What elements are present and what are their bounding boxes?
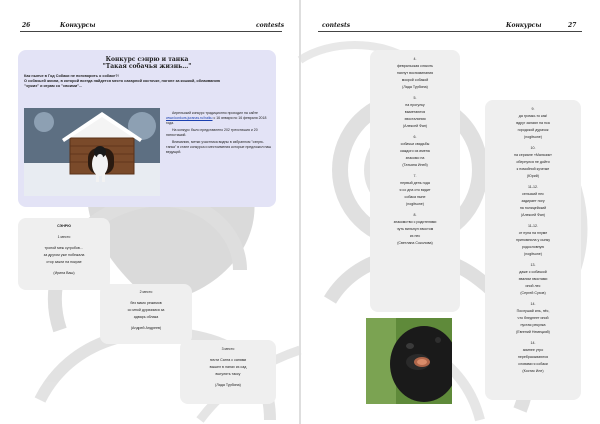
haiku-entry [370,135,460,168]
entry-line: каждого из имена [400,149,430,153]
haiku-entry [485,263,581,296]
entry-line: на полицейский [519,206,547,210]
article-title: Конкурс сэнрю и танка "Такая собачья жизнь…" [102,56,192,70]
entry-line: городской дурачок [517,128,549,132]
dog-house-icon [24,108,160,196]
right-column [485,100,581,400]
haiku-entry [370,213,460,246]
page-number: 26 [22,22,31,29]
author: (Лада Турбина) [402,85,428,89]
right-page-header [300,0,600,46]
entry-line: к помойной кучечке [516,167,550,171]
haiku-entry [485,146,581,179]
winner-box-2: 2 место без мамо режимов со мной дурачимся за адварь облака (Андрей Андреев) [100,284,192,344]
entry-line: пахнут воспоминания [396,71,434,75]
intro-panel [18,50,276,207]
entry-line: собака ныне [404,195,426,199]
entry-line: чуть вильнул хвостом [396,227,434,231]
entry-line: пустая рекулка [520,323,546,327]
entry-rank: 6. [413,135,417,139]
author: (Лада Турбина) [215,383,241,387]
author: (Евгений Немецкий) [516,330,550,334]
entry-line: задирает ногу [521,199,545,203]
senryu-heading: СЭНРЮ [57,224,71,228]
entry-line: собачьи свадьбы [400,142,430,146]
entry-line: от пуна на плуме [518,231,548,235]
winner-box-3: 3 место почти Санта с санями вышел в лапах из сад выгулять таксу (Лада Турбина) [180,340,276,404]
entry-line: словами я собаки [518,362,548,366]
haiku-entry [485,224,581,257]
entry-line: я со дна ото видит [399,188,431,192]
author: (Андрей Андреев) [130,326,162,330]
section-title-en: contests [322,22,351,29]
entry-line: знакомство с родителями [393,220,437,224]
entry-line: хвалим хвостами [518,277,548,281]
haiku-entry [485,302,581,335]
haiku-entry [485,185,581,218]
entry-rank: 11-12. [528,224,538,228]
entry-line: из пес [409,234,421,238]
intro-lead: Как нынче в Год Собаки не поговорить о собаке?! О собачьей жизни, в которой всегда найдется место сахарной косточке, погоне за кошкой, облаиванию "чужих" и играм со "своими"... [24,74,221,88]
entry-line: сельский пес [522,192,544,196]
author: (nogitsune) [524,135,542,139]
entry-rank: 11-12. [528,185,538,189]
place-label: 2 место [139,290,153,294]
entry-rank: 10. [530,146,536,150]
place-label: 1 место [57,235,71,239]
entry-rank: 7. [413,174,417,178]
header-rule [20,31,282,32]
haiku-entry [485,107,581,140]
dog-face-icon [366,318,452,404]
author: (Сергей Сухов) [520,291,546,295]
author: (Юрий) [526,174,540,178]
author: (nogitsune) [524,252,542,256]
entry-line: вдруг залаял на пса [516,121,550,125]
haiku-entry [370,96,460,129]
author: (Светлана Соколова) [397,241,433,245]
left-page-header [0,0,300,46]
entry-line: на прогулку [405,103,425,107]
entry-line: даже с собачкой [519,270,547,274]
entry-rank: 14. [530,341,536,345]
entry-rank: 5. [413,96,417,100]
entry-line: мокрой собакой [401,78,429,82]
entry-line: зимнее утро [522,348,544,352]
entry-line: обернулся не дойти [516,160,550,164]
entry-line: родословную [521,245,545,249]
entry-rank: 9. [531,107,535,111]
author: (Алексей Фан) [520,213,546,217]
right-page [300,0,600,424]
haiku-entry [485,341,581,374]
page-number: 27 [568,22,577,29]
section-title-en: contests [256,22,285,29]
place-label: 3 место [221,347,235,351]
haiku-entry [370,57,460,90]
entry-rank: 4. [413,57,417,61]
entry-line: хвосталиния [404,117,426,121]
entry-rank: 8. [413,213,417,217]
entry-line: припомнила у сынку [515,238,551,242]
entry-line: что бледнеет иной [517,316,549,320]
winner-box-1: СЭНРЮ 1 место тропой меж сугробов… за другом уже побежала стор зажги на покрае (Ирина Ваш) [18,218,110,290]
entry-line: выметаются [404,110,426,114]
entry-line: февральская слякоть [396,64,434,68]
author: (Ирина Ваш) [53,271,75,275]
contest-link[interactable]: www.konkurs.juranas.ru/haiku [166,116,213,120]
entry-rank: 14. [530,302,536,306]
author: (nogitsune) [406,202,424,206]
author: (Алексей Фан) [402,124,428,128]
entry-line: иной лес [525,284,541,288]
entry-line: перебрасываются [517,355,549,359]
author: (Татьяна Иней) [402,163,428,167]
section-title: Конкурсы [60,22,96,29]
entry-line: знакомо на [405,156,425,160]
middle-column [370,50,460,312]
author: (Костик Иле) [522,369,544,373]
entry-line: да громко-то как! [518,114,548,118]
entry-line: Послушай иль, пёс, [516,309,550,313]
entry-rank: 13. [530,263,536,267]
dog-in-snow-photo [24,108,160,196]
entry-line: на сериале «Мальчик» [513,153,553,157]
haiku-entry [370,174,460,207]
black-dog-photo [366,318,452,404]
intro-body: Апрельский конкурс традиционно проходил на сайте www.konkurs.juranas.ru/haiku с 16 января по 16 февраля 2018 года. На конкурс было представлено 202 трехстишия и 20 пятистиший. Вниманию, метки участника видны в избранном "сэнрю-танка" в стане конкурса и местоимения которые предложил наш ведущий. [166,111,272,154]
section-title: Конкурсы [506,22,542,29]
header-rule [318,31,582,32]
entry-line: первый день года [400,181,430,185]
